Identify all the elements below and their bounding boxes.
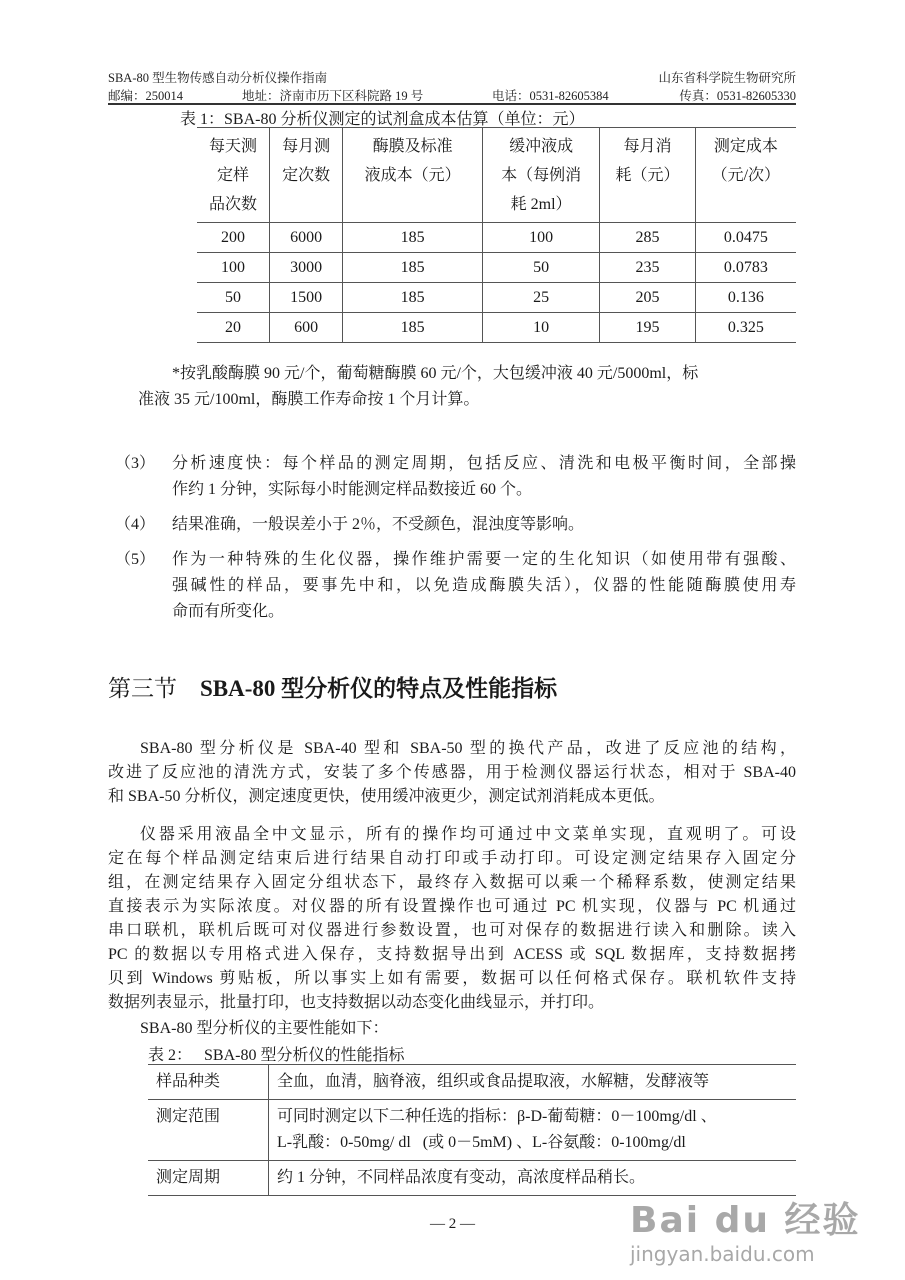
- table-cell: 195: [600, 313, 695, 343]
- header-line: 每天测: [209, 138, 258, 155]
- column-header: [600, 128, 695, 223]
- header-postcode: 邮编：250014: [108, 89, 184, 103]
- paragraph-line: 定在每个样品测定结束后进行结果自动打印或手动打印。可设定测定结果存入固定分: [108, 850, 796, 867]
- row-value: [269, 1065, 797, 1100]
- header-rule: [108, 103, 796, 105]
- header-address: 地址：济南市历下区科院路 19 号: [242, 89, 424, 103]
- table-cell: 185: [343, 313, 483, 343]
- header-line: 品次数: [209, 196, 258, 213]
- header-phone: 电话：0531-82605384: [492, 89, 609, 103]
- table-row: [148, 1161, 796, 1196]
- paragraph-line: 组，在测定结果存入固定分组状态下，最终存入数据可以乘一个稀释系数，使测定结果: [108, 874, 796, 891]
- header-line: （元/次）: [711, 167, 781, 184]
- header-title: SBA-80 型生物传感自动分析仪操作指南: [108, 71, 328, 85]
- row-value-line: 全血，血清，脑脊液，组织或食品提取液，水解糖，发酵液等: [277, 1073, 710, 1090]
- item-text-line: 作为一种特殊的生化仪器，操作维护需要一定的生化知识（如使用带有强酸、: [172, 551, 796, 568]
- header-line: 耗（元）: [615, 167, 680, 184]
- column-header: [197, 128, 270, 223]
- item-number: （3）: [115, 455, 156, 472]
- table2-caption: 表 2： SBA-80 型分析仪的性能指标: [148, 1047, 405, 1064]
- table-cell: 185: [343, 253, 483, 283]
- header-org: 山东省科学院生物研究所: [658, 71, 796, 85]
- page-number: — 2 —: [430, 1216, 475, 1232]
- watermark-logo: Bai du 经验: [630, 1200, 861, 1241]
- header-line: 缓冲液成: [509, 138, 574, 155]
- item-number: （5）: [115, 551, 156, 568]
- table-cell: 50: [482, 253, 599, 283]
- row-value-line: L-乳酸：0-50mg/ dl (或 0－5mM) 、L-谷氨酸：0-100mg/dl: [277, 1134, 686, 1151]
- paragraph-line: 贝到 Windows 剪贴板，所以事实上如有需要，数据可以任何格式保存。联机软件支持: [108, 970, 796, 987]
- table1-note-line: 准液 35 元/100ml，酶膜工作寿命按 1 个月计算。: [138, 391, 480, 408]
- table-cell: 100: [197, 253, 270, 283]
- row-label: 测定周期: [148, 1161, 269, 1196]
- paragraph-line: 改进了反应池的清洗方式，安装了多个传感器，用于检测仪器运行状态，相对于 SBA-40: [108, 764, 796, 781]
- table-cell: 235: [600, 253, 695, 283]
- table-cell: 0.0475: [695, 223, 796, 253]
- table-cell: 205: [600, 283, 695, 313]
- section-prefix: 第三节: [108, 676, 177, 701]
- item-text-line: 分析速度快：每个样品的测定周期，包括反应、清洗和电极平衡时间，全部操: [172, 455, 796, 472]
- table-cell: 285: [600, 223, 695, 253]
- table-cell: 25: [482, 283, 599, 313]
- header-line: 每月测: [282, 138, 331, 155]
- column-header: [482, 128, 599, 223]
- paragraph-line: 数据列表显示，批量打印，也支持数据以动态变化曲线显示，并打印。: [108, 994, 605, 1011]
- header-line: 定样: [217, 167, 250, 184]
- item-number: （4）: [115, 516, 156, 533]
- table-row: [148, 1100, 796, 1161]
- section-heading: [108, 670, 557, 703]
- table-row: [197, 253, 796, 283]
- item-text-line: 强碱性的样品，要事先中和，以免造成酶膜失活），仪器的性能随酶膜使用寿: [172, 577, 796, 594]
- table1-note-line: *按乳酸酶膜 90 元/个，葡萄糖酶膜 60 元/个，大包缓冲液 40 元/5000ml，标: [172, 365, 699, 382]
- item-text-line: 结果准确，一般误差小于 2％，不受颜色，混浊度等影响。: [172, 516, 585, 533]
- performance-table: [148, 1064, 796, 1196]
- table-cell: 20: [197, 313, 270, 343]
- table-cell: 10: [482, 313, 599, 343]
- header-line: 每月消: [623, 138, 672, 155]
- header-fax: 传真：0531-82605330: [679, 89, 796, 103]
- table-cell: 50: [197, 283, 270, 313]
- table-cell: 0.325: [695, 313, 796, 343]
- column-header: [270, 128, 343, 223]
- column-header: [695, 128, 796, 223]
- header-line: 本（每例消: [501, 167, 582, 184]
- header-line: 液成本（元）: [364, 167, 461, 184]
- paragraph-line: SBA-80 型分析仪的主要性能如下：: [140, 1020, 389, 1037]
- row-value: [269, 1161, 797, 1196]
- table-cell: 1500: [270, 283, 343, 313]
- paragraph-line: SBA-80 型分析仪是 SBA-40 型和 SBA-50 型的换代产品，改进了反应池的结构，: [140, 740, 796, 757]
- paragraph-line: 和 SBA-50 分析仪，测定速度更快，使用缓冲液更少，测定试剂消耗成本更低。: [108, 788, 665, 805]
- table-cell: 185: [343, 283, 483, 313]
- section-title: SBA-80 型分析仪的特点及性能指标: [200, 676, 558, 701]
- table-cell: 200: [197, 223, 270, 253]
- row-label: 测定范围: [148, 1100, 269, 1161]
- table-row: [197, 283, 796, 313]
- row-label: 样品种类: [148, 1065, 269, 1100]
- table-row: [197, 223, 796, 253]
- cost-table: [197, 127, 796, 343]
- table-cell: 185: [343, 223, 483, 253]
- table1-caption: 表 1：SBA-80 分析仪测定的试剂盒成本估算（单位：元）: [180, 111, 585, 128]
- header-line: 测定成本: [713, 138, 778, 155]
- item-text-line: 作约 1 分钟，实际每小时能测定样品数接近 60 个。: [172, 481, 533, 498]
- table-cell: 600: [270, 313, 343, 343]
- watermark-url: jingyan.baidu.com: [630, 1242, 815, 1266]
- table-cell: 0.0783: [695, 253, 796, 283]
- table-row: [197, 313, 796, 343]
- column-header: [343, 128, 483, 223]
- table-cell: 6000: [270, 223, 343, 253]
- table-row: [148, 1065, 796, 1100]
- paragraph-line: 仪器采用液晶全中文显示，所有的操作均可通过中文菜单实现，直观明了。可设: [140, 826, 796, 843]
- row-value: [269, 1100, 797, 1161]
- paragraph-line: 直接表示为实际浓度。对仪器的所有设置操作也可通过 PC 机实现，仪器与 PC 机通过: [108, 898, 796, 915]
- row-value-line: 约 1 分钟，不同样品浓度有变动，高浓度样品稍长。: [277, 1169, 646, 1186]
- header-line: 耗 2ml）: [510, 196, 572, 213]
- table-cell: 100: [482, 223, 599, 253]
- table-cell: 3000: [270, 253, 343, 283]
- table-cell: 0.136: [695, 283, 796, 313]
- paragraph-line: 串口联机，联机后既可对仪器进行参数设置，也可对保存的数据进行读入和删除。读入: [108, 922, 796, 939]
- header-line: 定次数: [282, 167, 331, 184]
- row-value-line: 可同时测定以下二种任选的指标：β-D-葡萄糖：0－100mg/dl 、: [277, 1108, 717, 1125]
- header-line: 酶膜及标准: [372, 138, 453, 155]
- paragraph-line: PC 的数据以专用格式进入保存，支持数据导出到 ACESS 或 SQL 数据库，支持数据拷: [108, 946, 796, 963]
- item-text-line: 命而有所变化。: [172, 603, 285, 620]
- baidu-watermark: [630, 1200, 861, 1266]
